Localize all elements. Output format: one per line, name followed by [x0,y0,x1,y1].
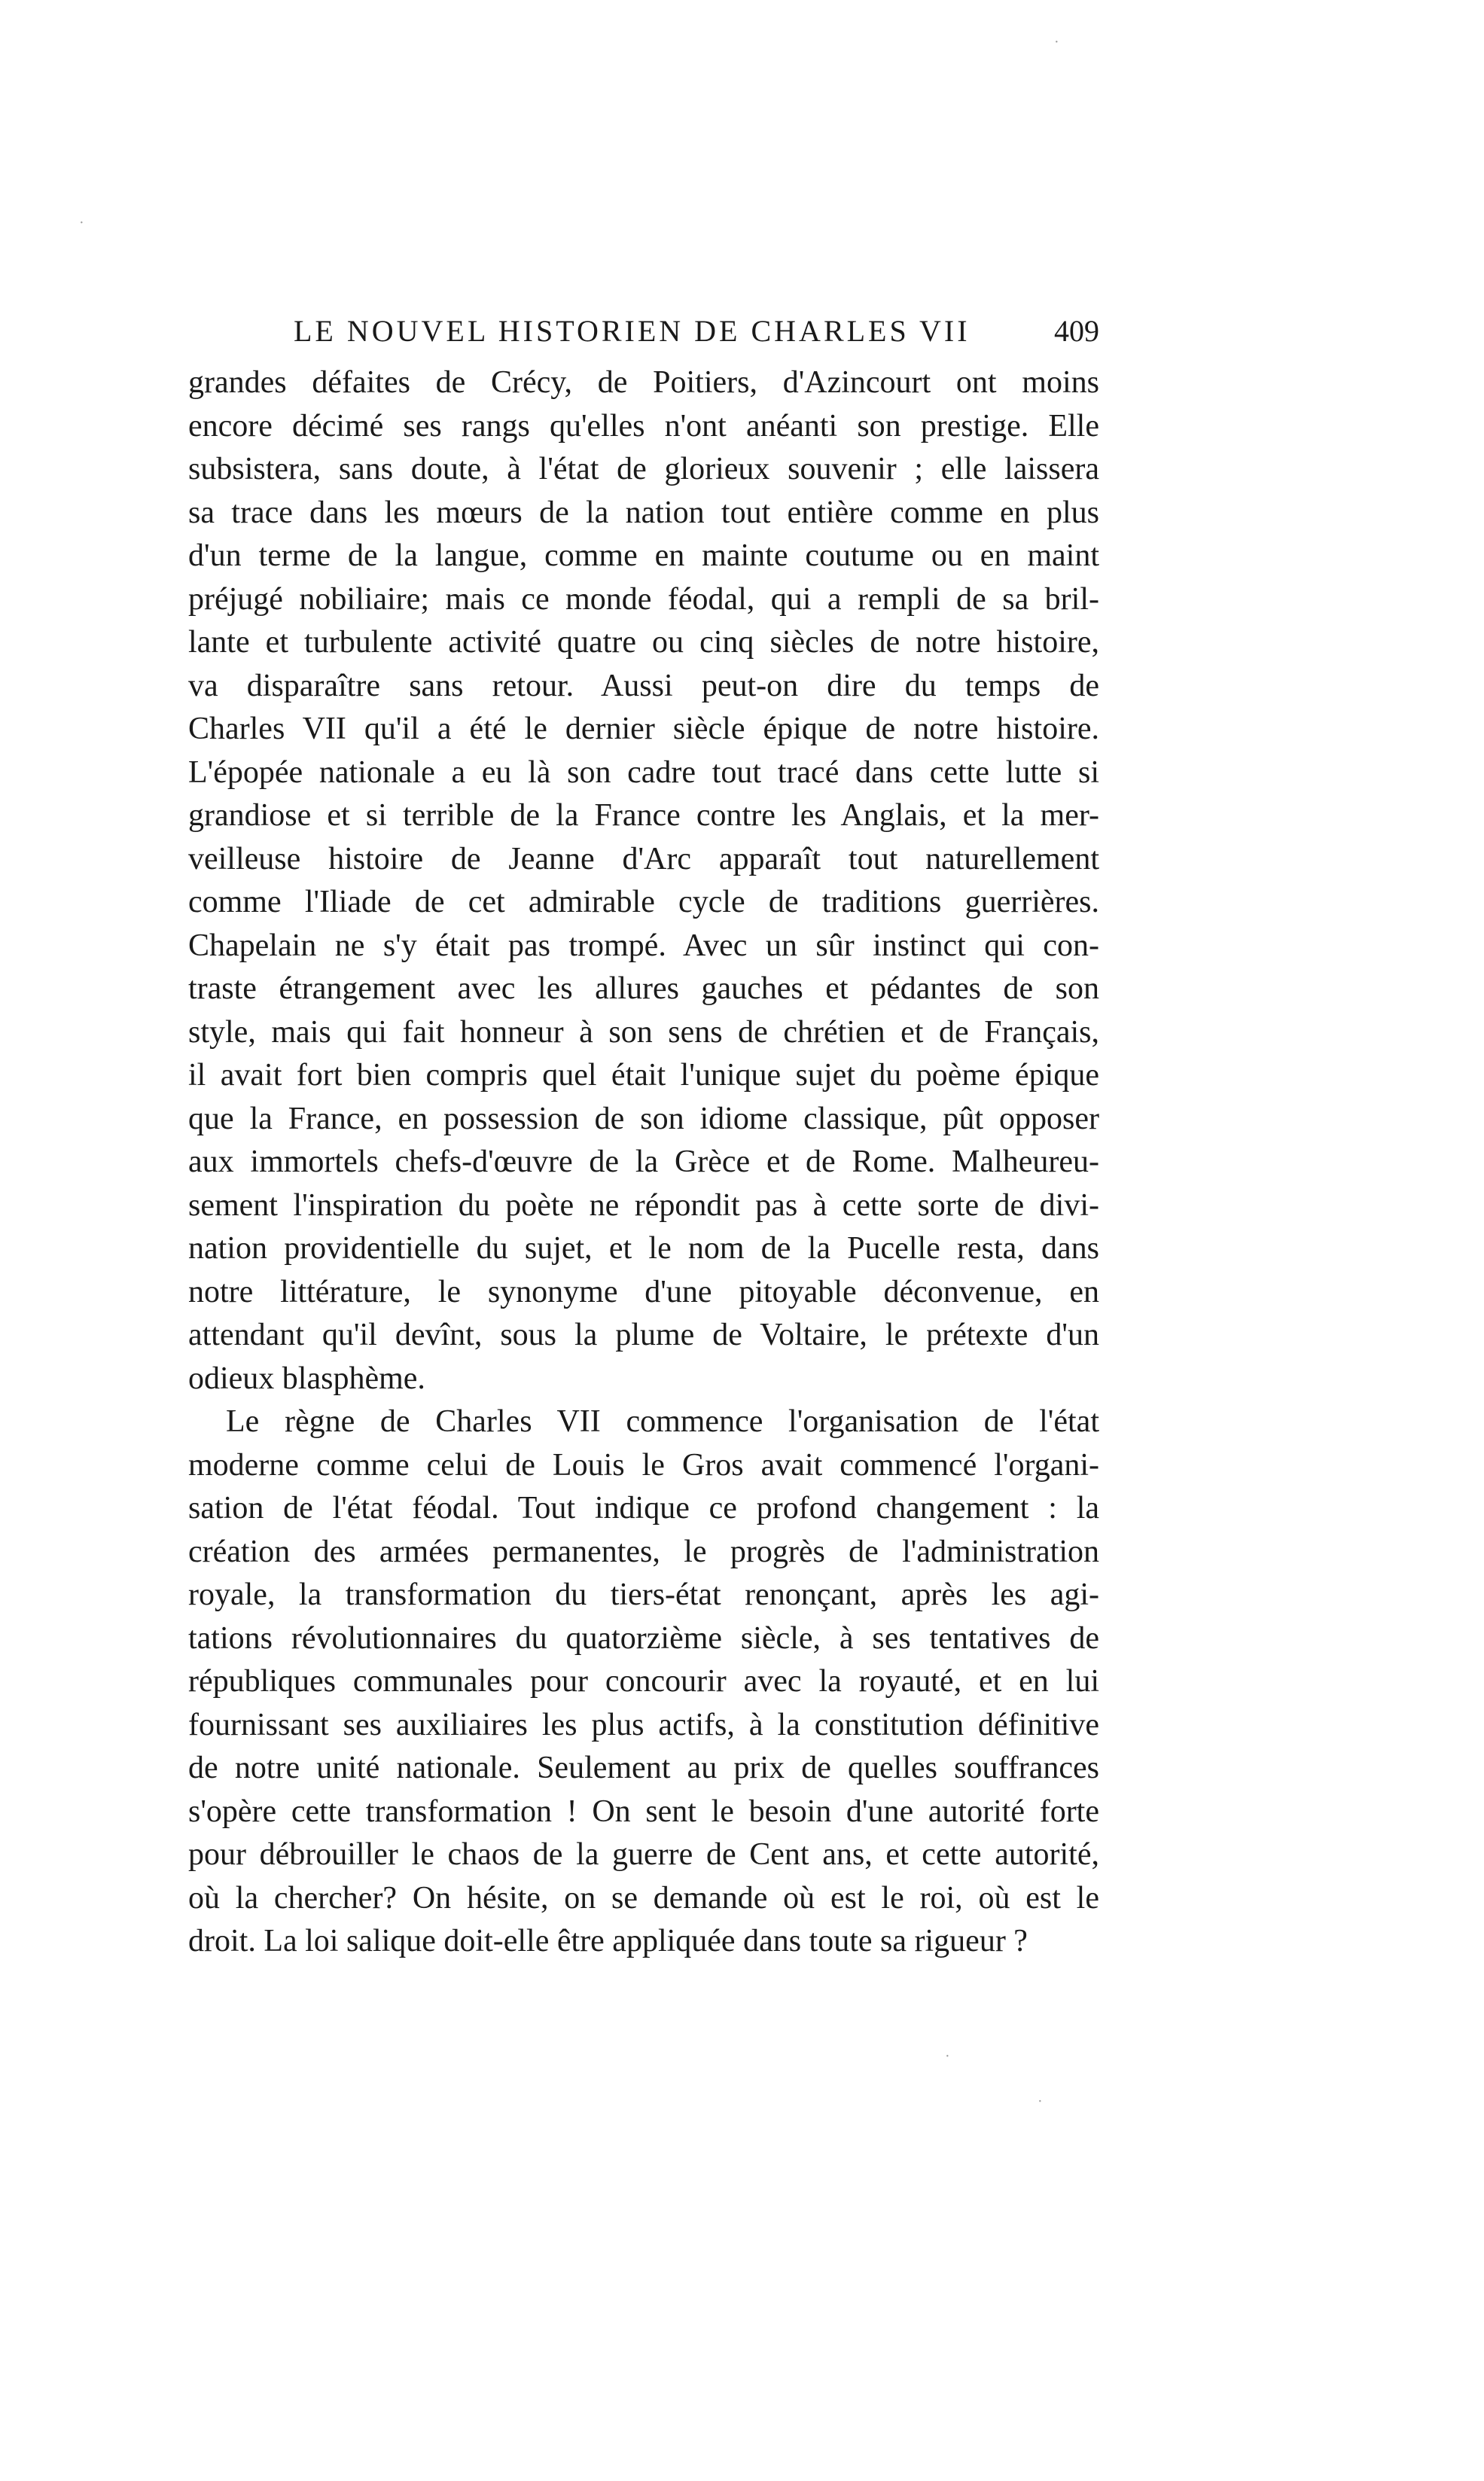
text-line: attendant qu'il devînt, sous la plume de Voltaire, le prétexte d'un [188,1318,1099,1352]
text-line: aux immortels chefs-d'œuvre de la Grèce et de Rome. Malheureu- [188,1144,1099,1179]
text-line: que la France, en possession de son idiome classique, pût opposer [188,1101,1099,1136]
paragraph [188,1401,1099,1964]
text-line: Chapelain ne s'y était pas trompé. Avec un sûr instinct qui con- [188,928,1099,963]
page-number: 409 [1054,314,1099,348]
text-line: préjugé nobiliaire; mais ce monde féodal, qui a rempli de sa bril- [188,581,1099,617]
text-line: d'un terme de la langue, comme en mainte coutume ou en maint [188,538,1099,573]
text-line: de notre unité nationale. Seulement au prix de quelles souffrances [188,1751,1099,1785]
paper-speck: · [1038,2093,1043,2110]
text-line: traste étrangement avec les allures gauches et pédantes de son [188,971,1099,1006]
text-line: veilleuse histoire de Jeanne d'Arc apparaît tout naturellement [188,841,1099,876]
text-line: notre littérature, le synonyme d'une pitoyable déconvenue, en [188,1274,1099,1309]
text-line: comme l'Iliade de cet admirable cycle de traditions guerrières. [188,885,1099,919]
text-line: il avait fort bien compris quel était l'unique sujet du poème épique [188,1058,1099,1093]
text-line: droit. La loi salique doit-elle être appliquée dans toute sa rigueur ? [188,1924,1028,1958]
paper-speck: · [79,215,84,231]
text-line: républiques communales pour concourir avec la royauté, et en lui [188,1664,1099,1699]
running-title: LE NOUVEL HISTORIEN DE CHARLES VII [294,314,971,348]
text-line: s'opère cette transformation ! On sent le besoin d'une autorité forte [188,1794,1099,1829]
text-line: Le règne de Charles VII commence l'organisation de l'état [226,1404,1099,1439]
paper-speck: · [945,2048,950,2065]
text-line: va disparaître sans retour. Aussi peut-on dire du temps de [188,668,1099,703]
text-line: L'épopée nationale a eu là son cadre tout tracé dans cette lutte si [188,754,1099,790]
body-text [188,361,1099,1964]
text-line: odieux blasphème. [188,1361,425,1396]
text-line: grandiose et si terrible de la France contre les Anglais, et la mer- [188,798,1099,833]
text-line: création des armées permanentes, le progrès de l'administration [188,1534,1099,1569]
text-line: royale, la transformation du tiers-état renonçant, après les agi- [188,1577,1099,1612]
text-line: nation providentielle du sujet, et le nom de la Pucelle resta, dans [188,1231,1099,1266]
paragraph [188,361,1099,1401]
text-line: pour débrouiller le chaos de la guerre de Cent ans, et cette autorité, [188,1837,1099,1872]
text-line: Charles VII qu'il a été le dernier siècle épique de notre histoire. [188,712,1099,746]
text-line: encore décimé ses rangs qu'elles n'ont anéanti son prestige. Elle [188,408,1099,443]
text-line: sation de l'état féodal. Tout indique ce profond changement : la [188,1491,1099,1525]
text-line: style, mais qui fait honneur à son sens de chrétien et de Français, [188,1014,1099,1050]
text-line: subsistera, sans doute, à l'état de glorieux souvenir ; elle laissera [188,452,1099,486]
text-line: tations révolutionnaires du quatorzième siècle, à ses tentatives de [188,1620,1099,1656]
text-line: lante et turbulente activité quatre ou cinq siècles de notre histoire, [188,625,1099,660]
text-line: moderne comme celui de Louis le Gros avait commencé l'organi- [188,1447,1099,1483]
running-head [188,309,1099,354]
text-line: fournissant ses auxiliaires les plus actifs, à la constitution définitive [188,1707,1099,1742]
paper-speck: · [1054,34,1059,50]
text-line: sement l'inspiration du poète ne répondit pas à cette sorte de divi- [188,1187,1099,1223]
text-line: où la chercher? On hésite, on se demande où est le roi, où est le [188,1880,1099,1916]
text-line: sa trace dans les mœurs de la nation tout entière comme en plus [188,495,1099,530]
text-line: grandes défaites de Crécy, de Poitiers, d'Azincourt ont moins [188,365,1099,400]
